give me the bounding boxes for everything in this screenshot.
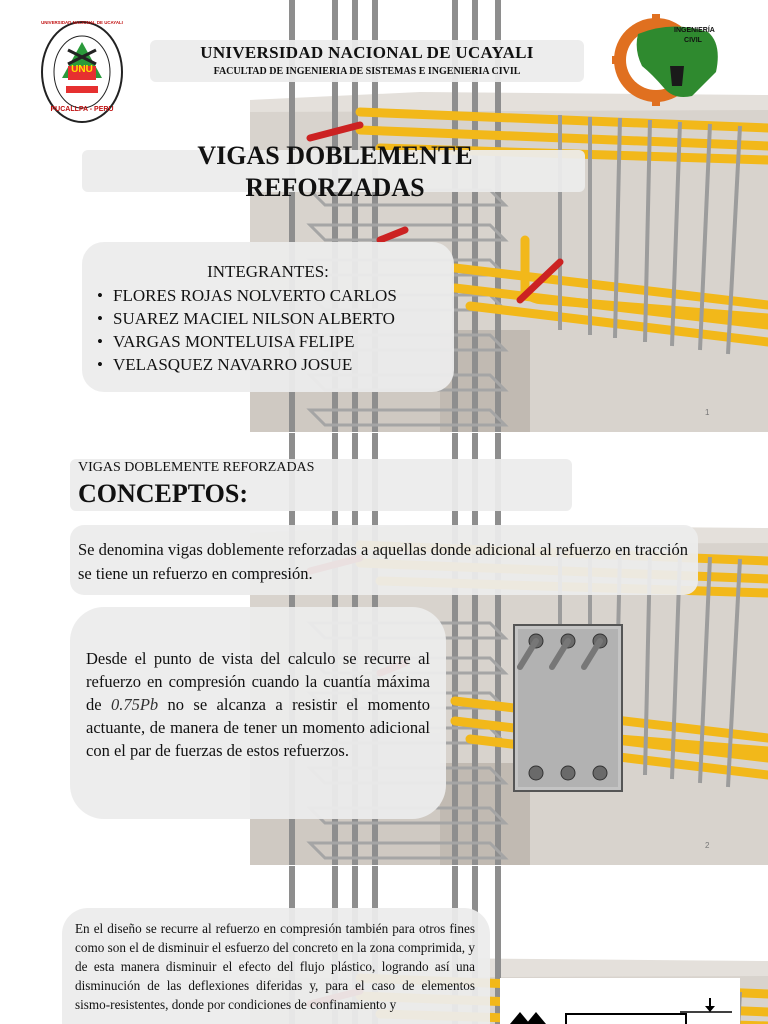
member-item: • VELASQUEZ NAVARRO JOSUE (95, 353, 397, 376)
logo-arc-text: UNIVERSIDAD NACIONAL DE UCAYALI (41, 20, 123, 25)
formula-text: 0.75Pb (110, 695, 159, 714)
explanation-before: Desde el punto de vista del calculo se recurre al refuerzo en compresión cuando la cuantía máxima de (86, 649, 430, 714)
logo-bottom-text: PUCALLPA - PERU (50, 106, 114, 113)
member-item: • FLORES ROJAS NOLVERTO CARLOS (95, 284, 397, 307)
section-heading: CONCEPTOS: (78, 479, 248, 508)
beam-section-image (512, 623, 624, 793)
explanation-text (86, 647, 430, 762)
university-name: UNIVERSIDAD NACIONAL DE UCAYALI (200, 43, 534, 62)
page-number: 1 (705, 408, 710, 417)
explanation-after: no se alcanza a resistir el momento actuante, de manera de tener un momento adicional con el par de fuerzas de estos refuerzos. (86, 695, 430, 760)
logo-center-text: UNU (71, 64, 93, 75)
member-item: • VARGAS MONTELUISA FELIPE (95, 330, 397, 353)
paragraph-text: En el diseño se recurre al refuerzo en compresión también para otros fines como son el de disminuir el esfuerzo del concreto en la zona comprimida, y de esta manera disminuir el efecto del flujo plástico, logrando así una disminución de las deflexiones diferidas y, para el caso de elementos sismo-resistentes, donde por condiciones de confinamiento y (75, 921, 475, 1012)
page-number: 2 (705, 841, 710, 850)
members-heading: INTEGRANTES: (207, 262, 329, 281)
slide-3 (0, 866, 768, 1024)
slide-title: VIGAS DOBLEMENTE REFORZADAS (197, 141, 473, 202)
slide-subtitle: VIGAS DOBLEMENTE REFORZADAS (78, 460, 315, 475)
logo-right-label: INGENIERÍA CIVIL (674, 27, 715, 44)
civil-engineering-logo (612, 14, 732, 106)
members-list (95, 284, 397, 376)
unu-logo (40, 20, 124, 124)
faculty-name: FACULTAD DE INGENIERIA DE SISTEMAS E INGENIERIA CIVIL (213, 66, 521, 77)
slide-1 (0, 0, 768, 432)
definition-text: Se denomina vigas doblemente reforzadas a aquellas donde adicional al refuerzo en tracción se tiene un refuerzo en compresión. (78, 540, 688, 583)
slide-2 (0, 433, 768, 865)
stress-diagram (500, 978, 740, 1024)
member-item: • SUAREZ MACIEL NILSON ALBERTO (95, 307, 397, 330)
